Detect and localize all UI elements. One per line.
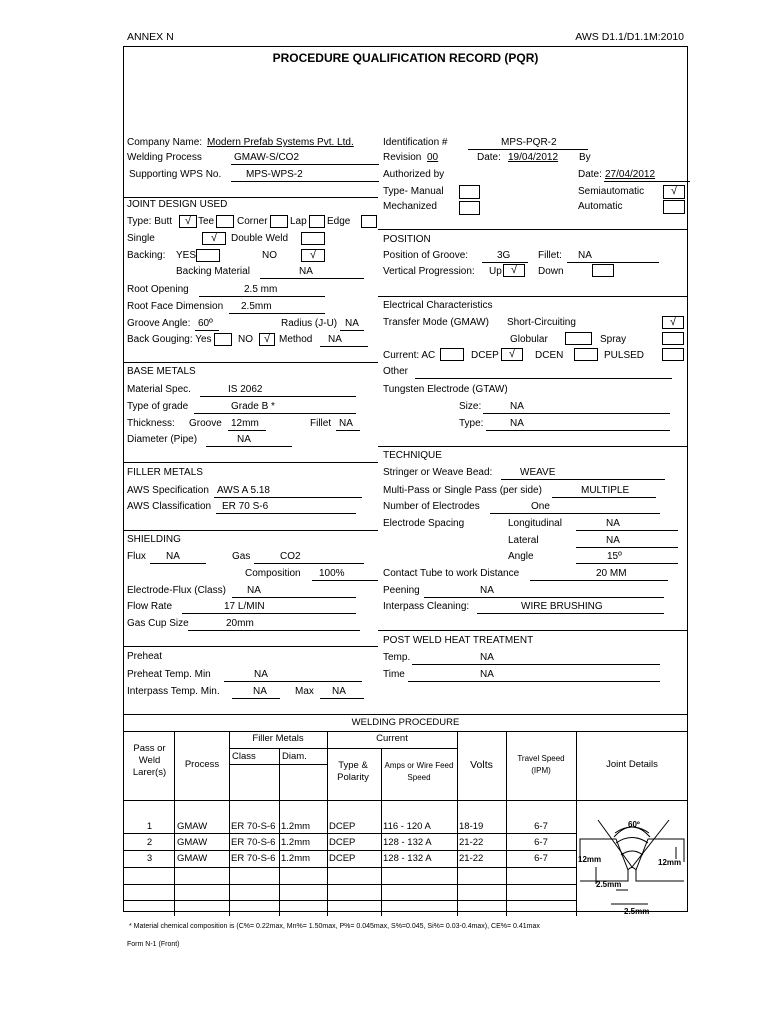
groove-angle-label: Groove Angle: — [127, 318, 191, 329]
page-title: PROCEDURE QUALIFICATION RECORD (PQR) — [272, 51, 539, 65]
other-label: Other — [383, 366, 409, 377]
globular-label: Globular — [510, 334, 548, 345]
identification-value: MPS-PQR-2 — [501, 137, 557, 148]
backing-label: Backing: — [127, 250, 166, 261]
fillet-position-label: Fillet: — [538, 250, 562, 261]
size-value: NA — [510, 401, 524, 412]
back-gouging-yes-checkbox[interactable] — [214, 333, 232, 346]
polarity-cell: DCEP — [329, 837, 356, 848]
composition-value: 100% — [319, 568, 345, 579]
aws-spec-value: AWS A 5.18 — [217, 485, 270, 496]
volts-cell: 18-19 — [459, 821, 484, 832]
root-opening-value: 2.5 mm — [244, 284, 278, 295]
backing-no-label: NO — [262, 250, 277, 261]
automatic-checkbox[interactable] — [663, 200, 685, 214]
down-checkbox[interactable] — [592, 264, 614, 277]
num-electrodes-value: One — [531, 501, 550, 512]
thickness-label: Thickness: — [127, 418, 175, 429]
radius-label: Radius (J-U) — [281, 318, 338, 329]
lateral-label: Lateral — [508, 535, 539, 546]
down-label: Down — [538, 266, 564, 277]
class-cell: ER 70-S-6 — [231, 853, 276, 864]
identification-label: Identification # — [383, 137, 448, 148]
single-checkbox[interactable]: √ — [202, 232, 226, 245]
gas-label: Gas — [232, 551, 251, 562]
diam-cell: 1.2mm — [281, 821, 311, 832]
size-label: Size: — [459, 401, 482, 412]
mechanized-checkbox[interactable] — [459, 201, 480, 215]
volts-cell: 21-22 — [459, 853, 484, 864]
process-cell: GMAW — [177, 821, 208, 832]
angle-value: 15º — [607, 551, 622, 562]
diameter-label: Diameter (Pipe) — [127, 434, 198, 445]
stringer-label: Stringer or Weave Bead: — [383, 467, 493, 478]
root-face-value: 2.5mm — [241, 301, 272, 312]
backing-material-label: Backing Material — [176, 266, 250, 277]
company-label: Company Name: — [127, 137, 203, 148]
col-filler-metals: Filler Metals — [252, 733, 304, 744]
thickness-groove-label: Groove — [189, 418, 222, 429]
tungsten-label: Tungsten Electrode (GTAW) — [383, 384, 508, 395]
manual-checkbox[interactable] — [459, 185, 480, 199]
short-circuiting-checkbox[interactable]: √ — [662, 316, 684, 329]
thickness-groove-value: 12mm — [231, 418, 259, 429]
pwht-time-value: NA — [480, 669, 494, 680]
transfer-mode-label: Transfer Mode (GMAW) — [383, 317, 489, 328]
automatic-label: Automatic — [578, 201, 623, 212]
mechanized-label: Mechanized — [383, 201, 437, 212]
contact-tube-value: 20 MM — [596, 568, 627, 579]
grade-value: Grade B * — [231, 401, 275, 412]
diam-cell: 1.2mm — [281, 837, 311, 848]
authorized-label: Authorized by — [383, 169, 445, 180]
technique-heading: TECHNIQUE — [383, 450, 442, 461]
pass-cell: 3 — [146, 853, 153, 864]
type-value: NA — [510, 418, 524, 429]
electrical-heading: Electrical Characteristics — [383, 300, 493, 311]
backing-no-checkbox[interactable]: √ — [301, 249, 325, 262]
back-gouging-no-label: NO — [238, 334, 253, 345]
aws-class-value: ER 70 S-6 — [222, 501, 269, 512]
lap-label: Lap — [290, 216, 307, 227]
interpass-min-value: NA — [253, 686, 267, 697]
pwht-temp-value: NA — [480, 652, 494, 663]
up-label: Up — [489, 266, 502, 277]
groove-angle-value: 60º — [198, 318, 213, 329]
supporting-wps-value: MPS-WPS-2 — [246, 169, 303, 180]
joint-type-label: Type: Butt — [127, 216, 173, 227]
col-diam: Diam. — [282, 751, 307, 762]
col-current: Current — [376, 733, 408, 744]
root-gap-label: 2.5mm — [596, 880, 622, 889]
standard-label: AWS D1.1/D1.1M:2010 — [575, 31, 684, 43]
backing-yes-label: YES — [176, 250, 197, 261]
form-label: Form N-1 (Front) — [127, 941, 180, 948]
grade-label: Type of grade — [127, 401, 189, 412]
col-travel: Travel Speed (IPM) — [517, 754, 565, 775]
amps-cell: 116 - 120 A — [383, 821, 431, 832]
pass-cell: 2 — [146, 837, 153, 848]
joint-design-heading: JOINT DESIGN USED — [127, 199, 228, 210]
preheat-min-value: NA — [254, 669, 268, 680]
dcep-label: DCEP — [471, 350, 499, 361]
groove-position-label: Position of Groove: — [383, 250, 469, 261]
pulsed-label: PULSED — [604, 350, 645, 361]
longitudinal-value: NA — [606, 518, 620, 529]
process-cell: GMAW — [177, 853, 208, 864]
interpass-temp-label: Interpass Temp. Min. — [127, 686, 220, 697]
revision-label: Revision — [383, 152, 422, 163]
flow-rate-label: Flow Rate — [127, 601, 173, 612]
divider — [123, 731, 688, 732]
preheat-heading: Preheat — [127, 651, 163, 662]
gas-cup-label: Gas Cup Size — [127, 618, 189, 629]
root-opening-label: Root Opening — [127, 284, 189, 295]
angle-label: Angle — [508, 551, 534, 562]
up-checkbox[interactable]: √ — [503, 264, 525, 277]
col-type-polarity: Type & Polarity — [337, 760, 369, 783]
polarity-cell: DCEP — [329, 821, 356, 832]
flux-value: NA — [166, 551, 180, 562]
authorized-date-value: 27/04/2012 — [605, 169, 656, 180]
pulsed-checkbox[interactable] — [662, 348, 684, 361]
material-spec-value: IS 2062 — [228, 384, 263, 395]
spray-checkbox[interactable] — [662, 332, 684, 345]
edge-checkbox[interactable] — [361, 215, 377, 228]
type-manual-label: Type- Manual — [383, 186, 444, 197]
diam-cell: 1.2mm — [281, 853, 311, 864]
pwht-time-label: Time — [383, 669, 405, 680]
col-class: Class — [232, 751, 256, 762]
peening-label: Peening — [383, 585, 420, 596]
pass-cell: 1 — [146, 821, 153, 832]
authorized-date-label: Date: — [578, 169, 602, 180]
gas-cup-value: 20mm — [226, 618, 254, 629]
semiautomatic-label: Semiautomatic — [578, 186, 645, 197]
back-gouging-no-checkbox[interactable]: √ — [259, 333, 275, 346]
lap-checkbox[interactable] — [309, 215, 325, 228]
pwht-temp-label: Temp. — [383, 652, 411, 663]
semiautomatic-checkbox[interactable]: √ — [663, 185, 685, 199]
interpass-max-label: Max — [295, 686, 314, 697]
filler-metals-heading: FILLER METALS — [127, 467, 203, 478]
butt-checkbox[interactable]: √ — [179, 215, 197, 228]
current-label: Current: AC — [383, 350, 436, 361]
col-volts: Volts — [470, 759, 493, 771]
lateral-value: NA — [606, 535, 620, 546]
amps-cell: 128 - 132 A — [383, 837, 432, 848]
col-process: Process — [184, 759, 220, 770]
multipass-value: MULTIPLE — [581, 485, 630, 496]
footnote: * Material chemical composition is (C%= 0.22max, Mn%= 1.50max, P%= 0.045max, S%=0.045, Si%= 0.03-0.4max), CE%= 0.41max — [129, 923, 540, 930]
volts-cell: 21-22 — [459, 837, 484, 848]
composition-label: Composition — [245, 568, 301, 579]
divider — [123, 800, 688, 801]
revision-date-label: Date: — [477, 152, 501, 163]
shielding-heading: SHIELDING — [127, 534, 181, 545]
electrode-spacing-label: Electrode Spacing — [383, 518, 465, 529]
stringer-value: WEAVE — [520, 467, 556, 478]
aws-class-label: AWS Classification — [127, 501, 212, 512]
joint-details-diagram — [576, 807, 686, 917]
flow-rate-value: 17 L/MIN — [224, 601, 265, 612]
tee-label: Tee — [198, 216, 215, 227]
revision-value: 00 — [427, 152, 439, 163]
corner-checkbox[interactable] — [270, 215, 288, 228]
backing-material-value: NA — [299, 266, 313, 277]
position-heading: POSITION — [383, 234, 431, 245]
short-circuiting-label: Short-Circuiting — [507, 317, 576, 328]
divider — [123, 714, 688, 715]
col-pass: Pass or Weld Larer(s) — [132, 743, 167, 778]
base-metals-heading: BASE METALS — [127, 366, 196, 377]
electrode-flux-label: Electrode-Flux (Class) — [127, 585, 226, 596]
thk-left-label: 12mm — [578, 855, 602, 864]
back-gouging-label: Back Gouging: Yes — [127, 334, 212, 345]
travel-cell: 6-7 — [534, 821, 548, 832]
supporting-wps-label: Supporting WPS No. — [129, 169, 222, 180]
by-label: By — [579, 152, 591, 163]
globular-checkbox[interactable] — [565, 332, 592, 345]
multipass-label: Multi-Pass or Single Pass (per side) — [383, 485, 542, 496]
flux-label: Flux — [127, 551, 146, 562]
col-joint: Joint Details — [606, 759, 658, 770]
company-value: Modern Prefab Systems Pvt. Ltd. — [207, 137, 354, 148]
welding-process-value: GMAW-S/CO2 — [234, 152, 300, 163]
class-cell: ER 70-S-6 — [231, 837, 276, 848]
edge-label: Edge — [327, 216, 351, 227]
material-spec-label: Material Spec. — [127, 384, 191, 395]
polarity-cell: DCEP — [329, 853, 356, 864]
procedure-heading: WELDING PROCEDURE — [351, 717, 460, 728]
gas-value: CO2 — [280, 551, 301, 562]
class-cell: ER 70-S-6 — [231, 821, 276, 832]
root-face-label: 2.5mm — [624, 907, 650, 916]
thickness-fillet-value: NA — [339, 418, 353, 429]
aws-spec-label: AWS Specification — [127, 485, 209, 496]
interpass-max-value: NA — [332, 686, 346, 697]
dcep-checkbox[interactable]: √ — [501, 348, 523, 361]
longitudinal-label: Longitudinal — [508, 518, 562, 529]
peening-value: NA — [480, 585, 494, 596]
groove-position-value: 3G — [497, 250, 511, 261]
thk-right-label: 12mm — [658, 858, 682, 867]
angle-label: 60º — [628, 820, 640, 829]
diameter-value: NA — [237, 434, 251, 445]
double-weld-label: Double Weld — [231, 233, 289, 244]
contact-tube-label: Contact Tube to work Distance — [383, 568, 520, 579]
interpass-cleaning-label: Interpass Cleaning: — [383, 601, 470, 612]
root-face-label: Root Face Dimension — [127, 301, 224, 312]
double-weld-checkbox[interactable] — [301, 232, 325, 245]
ac-checkbox[interactable] — [440, 348, 464, 361]
fillet-position-value: NA — [578, 250, 592, 261]
corner-label: Corner — [237, 216, 268, 227]
dcen-label: DCEN — [535, 350, 564, 361]
method-value: NA — [328, 334, 342, 345]
amps-cell: 128 - 132 A — [383, 853, 432, 864]
interpass-cleaning-value: WIRE BRUSHING — [521, 601, 603, 612]
backing-yes-checkbox[interactable] — [196, 249, 220, 262]
thickness-fillet-label: Fillet — [310, 418, 332, 429]
pwht-heading: POST WELD HEAT TREATMENT — [383, 635, 534, 646]
travel-cell: 6-7 — [534, 837, 548, 848]
preheat-min-label: Preheat Temp. Min — [127, 669, 211, 680]
col-amps: Amps or Wire Feed Speed — [384, 761, 454, 782]
process-cell: GMAW — [177, 837, 208, 848]
spray-label: Spray — [600, 334, 627, 345]
radius-value: NA — [345, 318, 359, 329]
electrode-flux-value: NA — [247, 585, 261, 596]
type-label: Type: — [459, 418, 484, 429]
method-label: Method — [279, 334, 313, 345]
revision-date-value: 19/04/2012 — [508, 152, 559, 163]
dcen-checkbox[interactable] — [574, 348, 598, 361]
travel-cell: 6-7 — [534, 853, 548, 864]
vertical-progression-label: Vertical Progression: — [383, 266, 475, 277]
single-label: Single — [127, 233, 155, 244]
annex-label: ANNEX N — [127, 31, 174, 43]
welding-process-label: Welding Process — [127, 152, 202, 163]
num-electrodes-label: Number of Electrodes — [383, 501, 480, 512]
tee-checkbox[interactable] — [216, 215, 234, 228]
